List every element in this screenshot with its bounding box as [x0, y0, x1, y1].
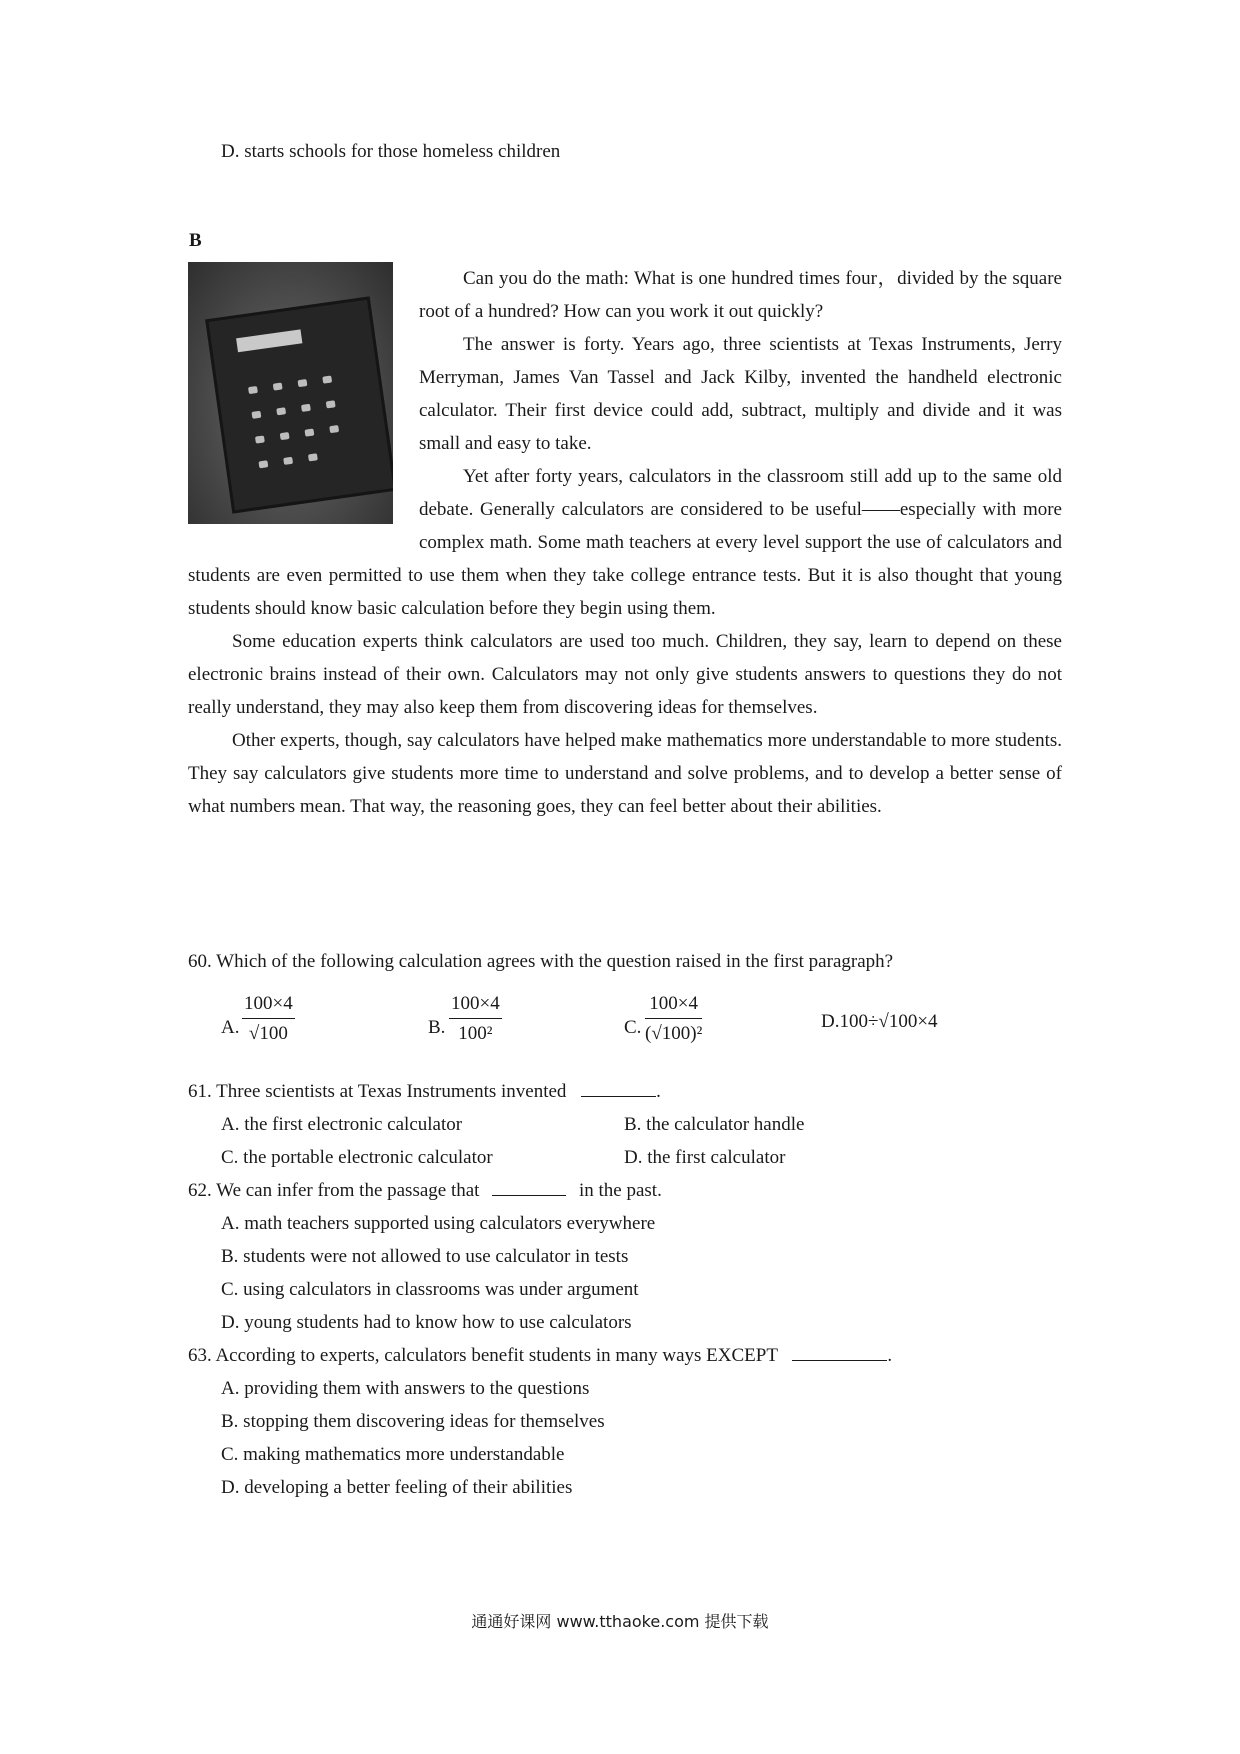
calculator-photo [188, 262, 393, 524]
q62-option-c: C. using calculators in classrooms was under argument [221, 1279, 639, 1300]
q60-option-a-fraction [242, 990, 295, 1049]
q61-option-b: B. the calculator handle [624, 1114, 805, 1135]
previous-question-option-d: D. starts schools for those homeless children [221, 141, 561, 162]
q60-a-denominator: √100 [248, 1023, 288, 1044]
passage-paragraph-4: Some education experts think calculators are used too much. Children, they say, learn to depend on these electronic brains instead of their own. Calculators may not only give students answers to questions they do not really understand, they may also keep them from discovering ideas for themselves. [188, 631, 1062, 718]
q60-option-b-fraction [449, 990, 502, 1049]
q60-option-a-label: A. [221, 1017, 240, 1038]
q60-option-c-label: C. [624, 1017, 642, 1038]
passage-paragraph-2: The answer is forty. Years ago, three scientists at Texas Instruments, Jerry Merryman, James Van Tassel and Jack Kilby, invented the handheld electronic calculator. Their first device could add, subtract, multiply and divide and it was small and easy to take. [419, 334, 1062, 454]
question-63-stem-text: 63. According to experts, calculators benefit students in many ways EXCEPT [188, 1345, 778, 1366]
question-61-stem: 61. Three scientists at Texas Instruments invented . [188, 1075, 661, 1108]
q60-option-c-fraction [645, 990, 702, 1049]
reading-passage [188, 262, 1062, 823]
question-63-stem: 63. According to experts, calculators benefit students in many ways EXCEPT . [188, 1339, 892, 1372]
passage-paragraph-3: Yet after forty years, calculators in the classroom still add up to the same old debate. Generally calculators are considered to be useful——especially with more complex math. Some math teachers at every level support the use of calculators and students are even permitted to use them when they take college entrance tests. But it is also thought that young students should know basic calculation before they begin using them. [188, 466, 1062, 619]
calculator-image [205, 296, 393, 513]
q60-c-numerator: 100×4 [645, 990, 702, 1019]
q62-option-d: D. young students had to know how to use calculators [221, 1312, 632, 1333]
q60-option-b-label: B. [428, 1017, 446, 1038]
q61-option-d: D. the first calculator [624, 1147, 786, 1168]
answer-blank [492, 1175, 566, 1196]
q60-c-denominator: (√100)² [645, 1023, 703, 1044]
question-60-stem: 60. Which of the following calculation agrees with the question raised in the first paragraph? [188, 951, 894, 972]
page-footer: 通通好课网 www.tthaoke.com 提供下载 [471, 1612, 769, 1631]
q61-option-a: A. the first electronic calculator [221, 1114, 463, 1135]
q63-option-d: D. developing a better feeling of their abilities [221, 1477, 573, 1498]
passage-paragraph-5: Other experts, though, say calculators have helped make mathematics more understandable to more students. They say calculators give students more time to understand and solve problems, and to develop a better sense of what numbers mean. That way, the reasoning goes, they can feel better about their abilities. [188, 730, 1062, 817]
q63-option-b: B. stopping them discovering ideas for themselves [221, 1411, 605, 1432]
q60-b-denominator: 100² [458, 1023, 493, 1044]
answer-blank [792, 1340, 887, 1361]
q63-option-a: A. providing them with answers to the questions [221, 1378, 590, 1399]
q62-option-a: A. math teachers supported using calculators everywhere [221, 1213, 656, 1234]
q60-a-numerator: 100×4 [242, 990, 295, 1019]
q60-b-numerator: 100×4 [449, 990, 502, 1019]
question-62-stem-end: in the past. [578, 1180, 662, 1201]
q60-option-d: D.100÷√100×4 [821, 1011, 938, 1032]
question-61-stem-text: 61. Three scientists at Texas Instruments invented [188, 1081, 567, 1102]
question-62-stem [188, 1174, 662, 1207]
passage-paragraph-1: Can you do the math: What is one hundred times four，divided by the square root of a hundred? How can you work it out quickly? [419, 268, 1062, 322]
section-label: B [189, 230, 202, 251]
q62-option-b: B. students were not allowed to use calculator in tests [221, 1246, 629, 1267]
q63-option-c: C. making mathematics more understandable [221, 1444, 565, 1465]
answer-blank [581, 1076, 656, 1097]
question-62-stem-text: 62. We can infer from the passage that [188, 1180, 480, 1201]
q61-option-c: C. the portable electronic calculator [221, 1147, 493, 1168]
